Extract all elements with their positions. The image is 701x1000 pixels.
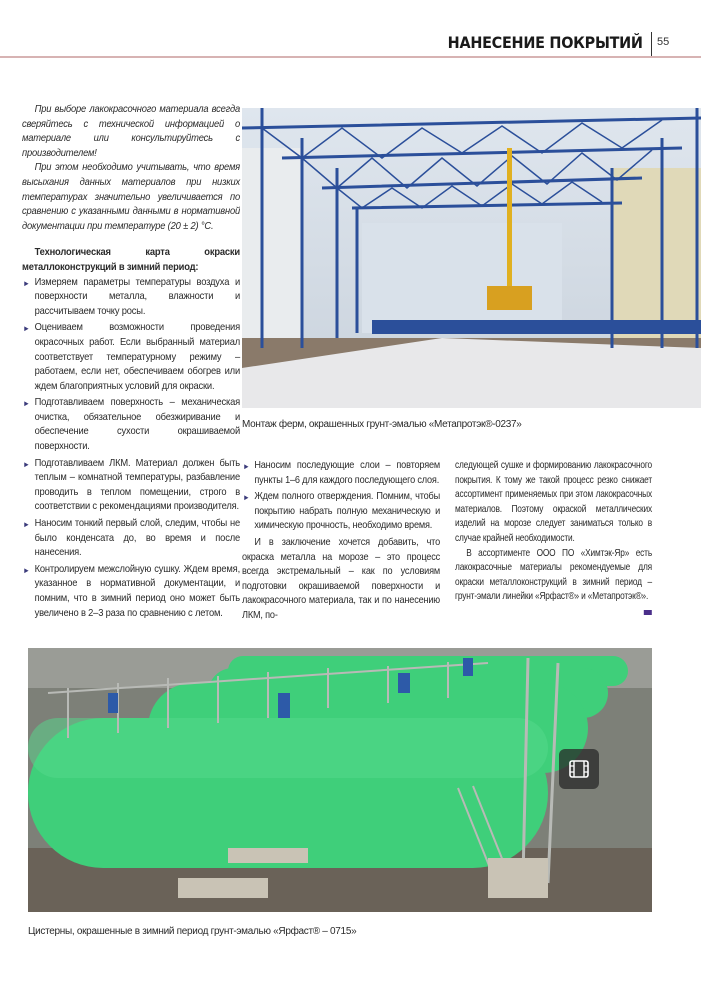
- bullet-arrow-icon: ►: [242, 493, 250, 503]
- right-column-text: [455, 459, 652, 615]
- film-icon: [569, 760, 589, 778]
- conclusion-paragraph-continued: следующей сушке и формированию лакокрасочного покрытия. К тому же такой процесс резко снижает ассортимент применяемых при этом лакокрасочных материалов. Поэтому окраской металлических изделий на морозе следует заниматься только в случае крайней необходимости.: [455, 460, 652, 544]
- conclusion-paragraph: И в заключение хочется добавить, что окраска металла на морозе – это процесс всегда экстремальный – как по условиям подготовки окрашиваемой поверхности и лакокрасочного материала, так и по нанесению ЛКМ, по-: [242, 536, 440, 621]
- bullet-arrow-icon: ►: [22, 324, 30, 334]
- top-photo-caption: Монтаж ферм, окрашенных грунт-эмалью «Метапротэк®-0237»: [242, 419, 522, 430]
- intro-paragraph: При этом необходимо учитывать, что время высыхания данных материалов при низких температурах значительно увеличивается по сравнению с указанными данными в нормативной документации при температуре (20 ± 2) °С.: [22, 162, 240, 232]
- middle-column-text: [242, 459, 440, 624]
- truss-photo-illustration: [242, 108, 701, 408]
- bottom-photo-caption: Цистерны, окрашенные в зимний период грунт-эмалью «Ярфаст® – 0715»: [28, 926, 357, 937]
- bullet-arrow-icon: ►: [242, 462, 250, 471]
- end-of-article-mark: [644, 610, 652, 615]
- list-item: ► Контролируем межслойную сушку. Ждем время, указанное в нормативной документации, и помним, что в зимний период оно может быть увеличено в 2–3 раза по сравнению с летом.: [22, 563, 240, 619]
- middle-column: [242, 459, 440, 624]
- header-rule: [0, 56, 701, 58]
- list-item: ► Подготавливаем поверхность – механическая очистка, обязательное обезжиривание и обеспечение сухости окрашиваемой поверхности.: [22, 397, 240, 453]
- bullet-arrow-icon: ►: [22, 520, 30, 530]
- photo-truss-assembly: [242, 108, 701, 408]
- bullet-arrow-icon: ►: [22, 565, 30, 575]
- list-item: ► Наносим тонкий первый слой, следим, чтобы не было конденсата до, во время и после нанесения.: [22, 518, 240, 559]
- left-column: [22, 103, 240, 623]
- left-column-text: [22, 103, 240, 621]
- tech-map-list-continued: [242, 459, 440, 534]
- video-play-button[interactable]: [559, 749, 599, 789]
- list-item: ► Измеряем параметры температуры воздуха и поверхности металла, влажности и рассчитываем точку росы.: [22, 276, 240, 317]
- header-separator: [651, 32, 652, 56]
- bullet-arrow-icon: ►: [22, 278, 30, 288]
- list-item: ► Подготавливаем ЛКМ. Материал должен быть теплым – комнатной температуры, разбавление проводить в теплом помещении, строго в соответствии с рекомендациями производителя.: [22, 457, 240, 513]
- photo-green-tanks: [28, 648, 652, 912]
- list-item: ► Ждем полного отверждения. Помним, чтобы покрытию набрать полную механическую и химическую прочность, необходимо время.: [242, 491, 440, 532]
- list-item: ► Наносим последующие слои – повторяем пункты 1–6 для каждого последующего слоя.: [242, 460, 440, 486]
- bullet-arrow-icon: ►: [22, 399, 30, 409]
- list-item: ► Оцениваем возможности проведения окрасочных работ. Если выбранный материал соответствует температурному режиму – работаем, если нет, обеспечиваем обогрев или ждем благоприятных условий для окраски.: [22, 322, 240, 392]
- page-number: 55: [657, 36, 670, 48]
- intro-paragraph: При выборе лакокрасочного материала всегда сверяйтесь с технической информацией о материале или консультируйтесь с производителем!: [22, 104, 240, 159]
- bullet-arrow-icon: ►: [22, 459, 30, 469]
- section-title: НАНЕСЕНИЕ ПОКРЫТИЙ: [447, 33, 643, 52]
- tech-map-heading: Технологическая карта окраски металлоконструкций в зимний период:: [22, 247, 240, 273]
- right-column: [455, 459, 652, 615]
- tech-map-list: [22, 276, 240, 622]
- product-paragraph: В ассортименте ООО ПО «Химтэк-Яр» есть лакокрасочные материалы рекомендуемые для окраски металлоконструкций в зимний период – грунт-эмали линейки «Ярфаст®» и «Метапротэк®».: [455, 547, 652, 603]
